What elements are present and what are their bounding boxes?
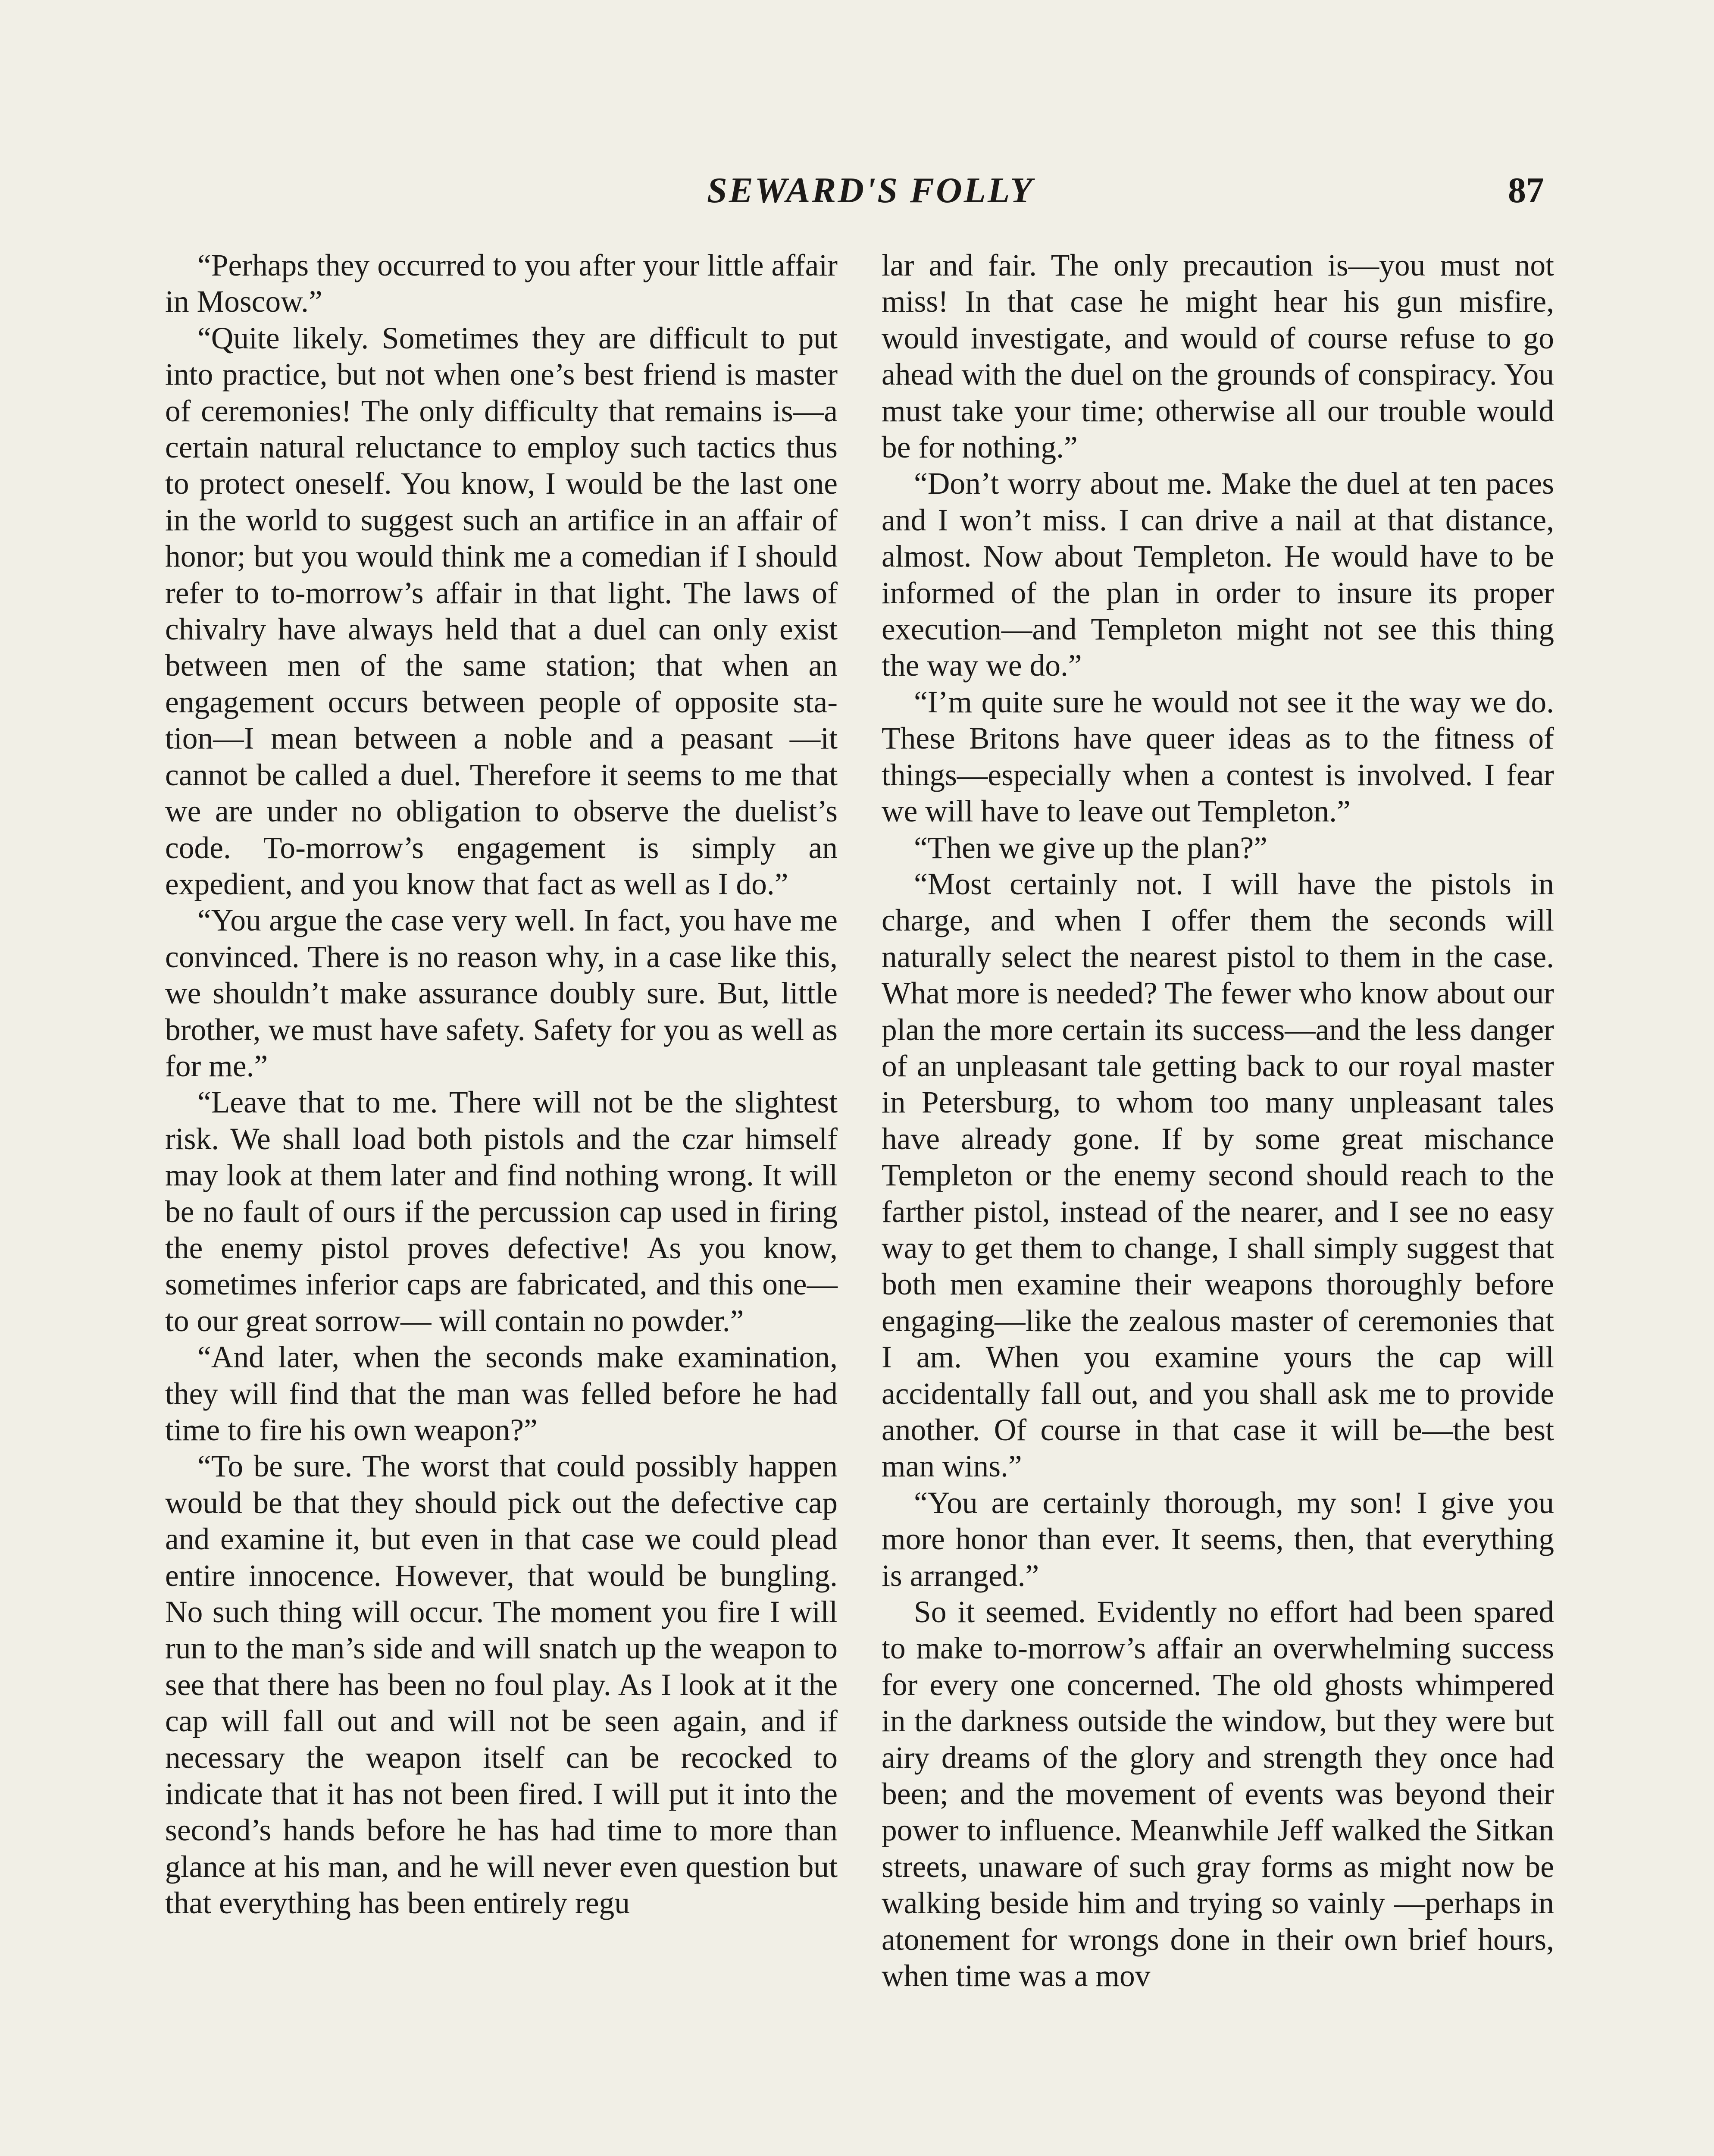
- running-title: SEWARD'S FOLLY: [707, 170, 1034, 210]
- paragraph: “Leave that to me. There will not be the slightest risk. We shall load both pistols and the czar himself may look at them later and find nothing wrong. It will be no fault of ours if the percussion cap used in firing the enemy pistol proves defective! As you know, sometimes inferior caps are fabricated, and this one—to our great sorrow— will contain no powder.”: [165, 1085, 838, 1338]
- paragraph: “You are certainly thorough, my son! I give you more honor than ever. It seems, then, that everything is arranged.”: [882, 1485, 1554, 1593]
- page-number: 87: [1508, 170, 1544, 210]
- paragraph: So it seemed. Evidently no effort had been spared to make to-morrow’s affair an overwhelming success for every one concerned. The old ghosts whimpered in the darkness outside the window, but they were but airy dreams of the glory and strength they once had been; and the movement of events was beyond their power to influence. Meanwhile Jeff walked the Sitkan streets, unaware of such gray forms as might now be walking beside him and trying so vainly —perhaps in atonement for wrongs done in their own brief hours, when time was a mov: [882, 1595, 1554, 1993]
- paragraph: “Don’t worry about me. Make the duel at ten paces and I won’t miss. I can drive a nail at that distance, almost. Now about Templeton. He would have to be informed of the plan in order to insure its proper execution—and Templeton might not see this thing the way we do.”: [882, 467, 1554, 683]
- paragraph: “I’m quite sure he would not see it the way we do. These Britons have queer ideas as to the fitness of things—especially when a contest is involved. I fear we will have to leave out Templeton.”: [882, 685, 1554, 829]
- paragraph: “And later, when the seconds make examination, they will find that the man was felled before he had time to fire his own weapon?”: [165, 1340, 838, 1447]
- right-column: [882, 248, 1554, 1995]
- left-column: [165, 248, 838, 1922]
- paragraph: “To be sure. The worst that could possibly happen would be that they should pick out the defective cap and examine it, but even in that case we could plead entire innocence. However, that would be bungling. No such thing will occur. The moment you fire I will run to the man’s side and will snatch up the weapon to see that there has been no foul play. As I look at it the cap will fall out and will not be seen again, and if necessary the weapon itself can be recocked to indicate that it has not been fired. I will put it into the second’s hands before he has had time to more than glance at his man, and he will never even question but that everything has been entirely regu: [165, 1449, 838, 1921]
- paragraph: “You argue the case very well. In fact, you have me convinced. There is no reason why, in a case like this, we shouldn’t make assurance doubly sure. But, little brother, we must have safety. Safety for you as well as for me.”: [165, 903, 838, 1083]
- paragraph: “Then we give up the plan?”: [914, 830, 1267, 865]
- page-header: [0, 169, 1714, 225]
- paragraph: “Perhaps they occurred to you after your little affair in Moscow.”: [165, 248, 838, 319]
- paragraph: “Quite likely. Sometimes they are difficult to put into practice, but not when one’s best friend is master of ceremonies! The only difficulty that remains is—a certain natural reluctance to employ such tactics thus to protect oneself. You know, I would be the last one in the world to suggest such an artifice in an affair of honor; but you would think me a comedian if I should refer to to-morrow’s affair in that light. The laws of chivalry have always held that a duel can only exist between men of the same station; that when an engagement occurs between people of opposite station—I mean between a noble and a peasant —it cannot be called a duel. Therefore it seems to me that we are under no obligation to observe the duelist’s code. To-morrow’s engagement is simply an expedient, and you know that fact as well as I do.”: [165, 321, 838, 901]
- paragraph-continued: lar and fair. The only precaution is—you must not miss! In that case he might hear his gun misfire, would investigate, and would of course refuse to go ahead with the duel on the grounds of conspiracy. You must take your time; otherwise all our trouble would be for nothing.”: [882, 248, 1554, 465]
- paragraph: “Most certainly not. I will have the pistols in charge, and when I offer them the seconds will naturally select the nearest pistol to them in the case. What more is needed? The fewer who know about our plan the more certain its success—and the less danger of an unpleasant tale getting back to our royal master in Petersburg, to whom too many unpleasant tales have already gone. If by some great mischance Templeton or the enemy second should reach to the farther pistol, instead of the nearer, and I see no easy way to get them to change, I shall simply suggest that both men examine their weapons thoroughly before engaging—like the zealous master of ceremonies that I am. When you examine yours the cap will accidentally fall out, and you shall ask me to provide another. Of course in that case it will be—the best man wins.”: [882, 867, 1554, 1484]
